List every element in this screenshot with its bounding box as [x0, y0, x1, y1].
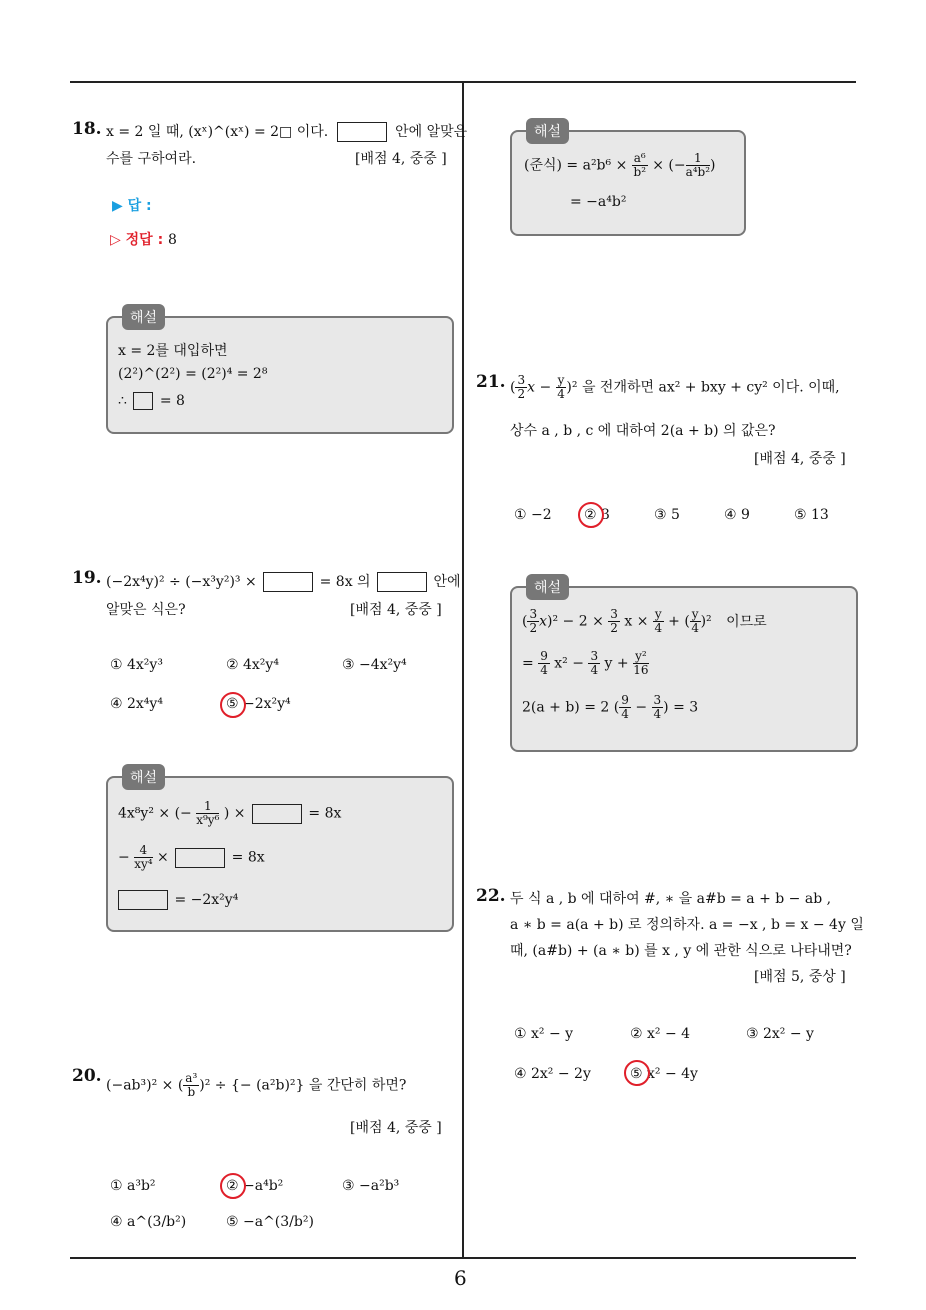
fraction: $\frac{3}{2}$ — [529, 607, 538, 636]
choice-5[interactable]: ⑤ x² − 4y — [630, 1066, 698, 1082]
fraction: $\frac{1}{\text{x⁹y⁶}}$ — [196, 799, 220, 828]
answer-blank — [377, 572, 427, 592]
choice-2[interactable]: ② x² − 4 — [630, 1026, 691, 1042]
fraction: $\frac{3}{2}$ — [610, 607, 618, 636]
question-text-line2: 알맞은 식은? — [106, 602, 186, 618]
page-number: 6 — [454, 1266, 467, 1290]
fraction: $\frac{3}{2}$ — [517, 373, 526, 402]
choice-4[interactable]: ④ 2x² − 2y — [514, 1066, 591, 1082]
question-text-line1: x = 2 일 때, (xˣ)^(xˣ) = 2□ 이다. 안에 알맞은 — [106, 124, 468, 140]
solution-line: x = 2를 대입하면 — [118, 343, 228, 359]
selected-answer-mark — [578, 502, 604, 528]
question-text-line2: a ∗ b = a(a + b) 로 정의하자. a = −x , b = x − 4y 일 — [510, 917, 864, 933]
question-number: 19. — [72, 568, 102, 588]
choice-3[interactable]: ③ 2x² − y — [746, 1026, 814, 1042]
fraction: $\frac{3}{4}$ — [590, 649, 599, 678]
solution-tag: 해설 — [526, 118, 569, 144]
fraction: $\frac{9}{4}$ — [540, 649, 548, 678]
answer-blank — [133, 392, 153, 410]
answer-blank — [118, 890, 168, 910]
solution-line: (2²)^(2²) = (2²)⁴ = 2⁸ — [118, 366, 268, 382]
fraction: $\frac{y}{4}$ — [654, 607, 663, 636]
score-label: [배점 5, 중상 ] — [754, 969, 846, 985]
solution-box — [106, 770, 454, 932]
solution-line: ( $\frac{3}{2}$ x)² − 2 × $\frac{3}{2}$ x × $\frac{y}{4}$ + ( $\frac{y}{4}$ )² 이므로 — [522, 607, 767, 636]
selected-answer-mark — [220, 692, 246, 718]
solution-box-q20 — [510, 124, 746, 236]
answer-blank — [263, 572, 313, 592]
solution-tag: 해설 — [122, 304, 165, 330]
solution-line: − $\frac{4}{\text{xy⁴}}$ × = 8x — [118, 843, 265, 872]
answer-blank — [337, 122, 387, 142]
fraction: $\frac{1}{\text{a⁴b²}}$ — [685, 151, 711, 180]
choice-4[interactable]: ④ 2x⁴y⁴ — [110, 696, 163, 712]
correct-answer-row — [110, 229, 177, 249]
choice-4[interactable]: ④ 9 — [724, 507, 750, 523]
correct-label: ▷ 정답 : — [110, 232, 164, 248]
score-label: [배점 4, 중중 ] — [754, 451, 846, 467]
solution-tag: 해설 — [122, 764, 165, 790]
choice-1[interactable]: ① 4x²y³ — [110, 657, 163, 673]
choice-5[interactable]: ⑤ −a^(3/b²) — [226, 1214, 314, 1230]
choice-1[interactable]: ① −2 — [514, 507, 552, 523]
choice-2[interactable]: ② 3 — [584, 507, 610, 523]
question-text-line1: (−2x⁴y)² ÷ (−x³y²)³ × = 8x 의 안에 — [106, 574, 461, 590]
fraction: $\frac{\text{a³}}{b}$ — [185, 1071, 198, 1100]
solution-box — [106, 310, 454, 434]
solution-line: (준식) = a²b⁶ × $\frac{\text{a⁶}}{\text{b²}}$ × (− $\frac{1}{\text{a⁴b²}}$ ) — [524, 151, 716, 180]
answer-blank — [175, 848, 225, 868]
solution-line: = −2x²y⁴ — [118, 890, 238, 910]
correct-value: 8 — [168, 232, 177, 248]
question-text-line1: ( $\frac{3}{2}$ x − $\frac{y}{4}$ )² 을 전개하면 ax² + bxy + cy² 이다. 이때, — [510, 373, 840, 402]
fraction: $\frac{y}{4}$ — [557, 373, 565, 402]
solution-box — [510, 580, 858, 752]
answer-blank — [252, 804, 302, 824]
answer-label: ▶ 답 : — [112, 198, 152, 214]
solution-line: ∴ = 8 — [118, 393, 185, 409]
fraction: $\frac{4}{\text{xy⁴}}$ — [134, 843, 153, 872]
question-number: 20. — [72, 1066, 102, 1086]
fraction: $\frac{9}{4}$ — [621, 693, 629, 722]
question-number: 21. — [476, 372, 506, 392]
fraction: $\frac{\text{y²}}{16}$ — [633, 649, 649, 678]
solution-line: 2(a + b) = 2 ( $\frac{9}{4}$ − $\frac{3}{4}$ ) = 3 — [522, 693, 699, 722]
choice-1[interactable]: ① x² − y — [514, 1026, 574, 1042]
question-text-line1: 두 식 a , b 에 대하여 #, ∗ 을 a#b = a + b − ab , — [510, 891, 832, 907]
bottom-rule — [70, 1257, 856, 1259]
choice-1[interactable]: ① a³b² — [110, 1178, 156, 1194]
solution-tag: 해설 — [526, 574, 569, 600]
score-label: [배점 4, 중중 ] — [350, 1120, 442, 1136]
score-label: [배점 4, 중중 ] — [350, 602, 442, 618]
choice-3[interactable]: ③ 5 — [654, 507, 680, 523]
choice-5[interactable]: ⑤ 13 — [794, 507, 829, 523]
question-number: 22. — [476, 886, 506, 906]
choice-2[interactable]: ② −a⁴b² — [226, 1178, 284, 1194]
solution-line: = $\frac{9}{4}$ x² − $\frac{3}{4}$ y + $\frac{\text{y²}}{16}$ — [522, 649, 649, 678]
question-text-line2: 수를 구하여라. — [106, 151, 197, 167]
selected-answer-mark — [624, 1060, 650, 1086]
choice-3[interactable]: ③ −4x²y⁴ — [342, 657, 407, 673]
question-text-line1: (−ab³)² × ( $\frac{\text{a³}}{b}$ )² ÷ {− (a²b)²} 을 간단히 하면? — [106, 1071, 407, 1100]
solution-line: 4x⁸y² × (− $\frac{1}{\text{x⁹y⁶}}$ ) × = 8x — [118, 799, 342, 828]
solution-line: = −a⁴b² — [570, 194, 627, 210]
fraction: $\frac{\text{a⁶}}{\text{b²}}$ — [633, 151, 647, 180]
choice-5[interactable]: ⑤ −2x²y⁴ — [226, 696, 291, 712]
choice-2[interactable]: ② 4x²y⁴ — [226, 657, 279, 673]
score-label: [배점 4, 중중 ] — [355, 151, 447, 167]
choice-3[interactable]: ③ −a²b³ — [342, 1178, 400, 1194]
selected-answer-mark — [220, 1173, 246, 1199]
choice-4[interactable]: ④ a^(3/b²) — [110, 1214, 187, 1230]
fraction: $\frac{3}{4}$ — [653, 693, 662, 722]
question-number: 18. — [72, 119, 102, 139]
fraction: $\frac{y}{4}$ — [691, 607, 699, 636]
answer-row — [112, 195, 152, 215]
question-text-line2: 상수 a , b , c 에 대하여 2(a + b) 의 값은? — [510, 423, 776, 439]
column-divider — [462, 81, 464, 1259]
question-text-line3: 때, (a#b) + (a ∗ b) 를 x , y 에 관한 식으로 나타내면? — [510, 943, 852, 959]
